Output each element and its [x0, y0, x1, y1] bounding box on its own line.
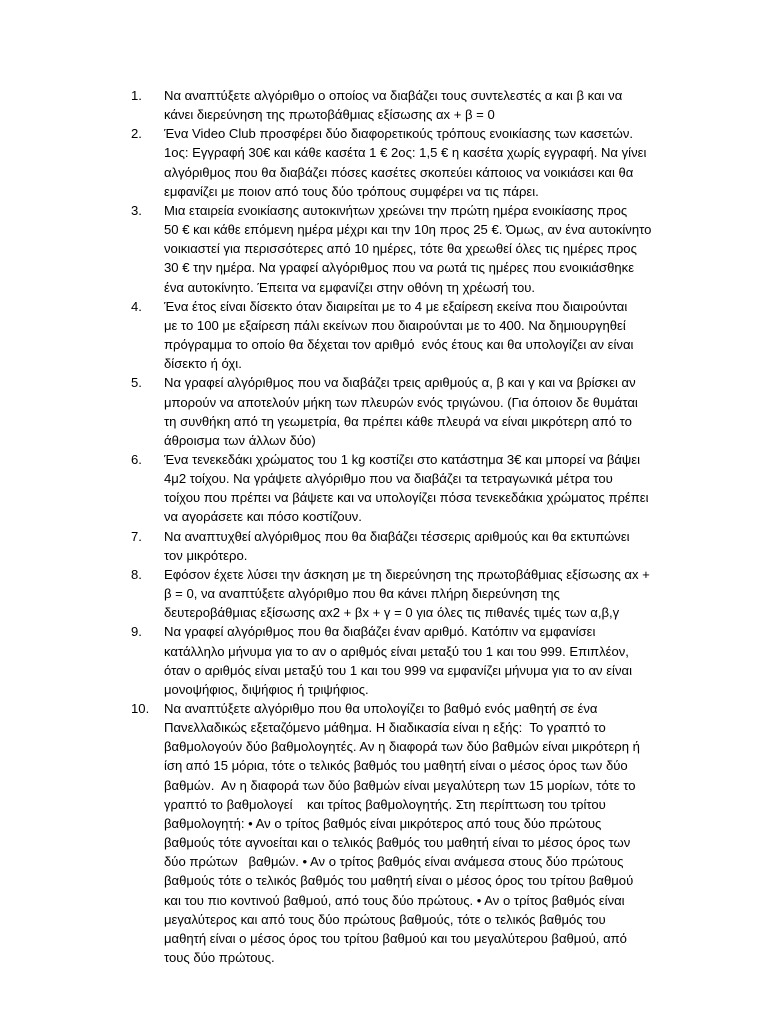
- exercise-item: [131, 527, 659, 565]
- exercise-text: [164, 297, 659, 374]
- exercise-text-line: νοικιαστεί για περισσότερες από 10 ημέρες, τότε θα χρεωθεί όλες τις ημέρες προς: [164, 241, 637, 257]
- exercise-text-line: γραπτό το βαθμολογεί και τρίτος βαθμολογητής. Στη περίπτωση του τρίτου: [164, 796, 606, 812]
- exercise-item: [131, 201, 659, 297]
- exercise-text-line: βαθμούς τότε ο τελικός βαθμός του μαθητή είναι ο μέσος όρος του τρίτου βαθμού: [164, 873, 634, 889]
- exercise-number: 1.: [131, 88, 142, 103]
- exercise-text-line: τη συνθήκη από τη γεωμετρία, θα πρέπει κάθε πλευρά να είναι μικρότερη από το: [164, 413, 632, 429]
- exercise-text: [164, 201, 659, 297]
- exercise-text-line: Να αναπτύξετε αλγόριθμο ο οποίος να διαβάζει τους συντελεστές α και β και να: [164, 88, 623, 103]
- exercise-text-line: 4μ2 τοίχου. Να γράψετε αλγόριθμο που να διαβάζει τα τετραγωνικά μέτρα του: [164, 471, 613, 487]
- exercise-text-line: Να αναπτυχθεί αλγόριθμος που θα διαβάζει τέσσερις αριθμούς και θα εκτυπώνει: [164, 528, 630, 544]
- exercise-item: [131, 565, 659, 622]
- exercise-text-line: βαθμών. Αν η διαφορά των δύο βαθμών είναι μεγαλύτερη των 15 μορίων, τότε το: [164, 777, 636, 793]
- exercise-text-line: αλγόριθμος που θα διαβάζει πόσες κασέτες σκοπεύει κάποιος να νοικιάσει και θα: [164, 164, 634, 180]
- exercise-text-line: με το 100 με εξαίρεση πάλι εκείνων που διαιρούνται με το 400. Να δημιουργηθεί: [164, 317, 626, 333]
- exercise-text: [164, 450, 659, 527]
- exercise-text-line: Πανελλαδικώς εξεταζόμενο μάθημα. Η διαδικασία είναι η εξής: Το γραπτό το: [164, 720, 606, 736]
- exercise-text-line: μπορούν να αποτελούν μήκη των πλευρών ενός τριγώνου. (Για όποιον δε θυμάται: [164, 394, 638, 410]
- exercise-text: [164, 565, 659, 622]
- exercise-number: 9.: [131, 624, 142, 640]
- exercise-item: [131, 699, 659, 967]
- exercise-text-line: δευτεροβάθμιας εξίσωσης αx2 + βx + γ = 0 για όλες τις πιθανές τιμές των α,β,γ: [164, 605, 620, 621]
- exercise-text: [164, 124, 659, 201]
- exercise-text-line: βαθμούς τότε αγνοείται και ο τελικός βαθμός του μαθητή είναι το μέσος όρος των: [164, 835, 631, 851]
- exercise-text-line: μαθητή είναι ο μέσος όρος του τρίτου βαθμού και του μεγαλύτερου βαθμού, από: [164, 930, 627, 946]
- exercise-number: 3.: [131, 202, 142, 218]
- exercise-text-line: βαθμολογητή: • Αν ο τρίτος βαθμός είναι μικρότερος από τους δύο πρώτους: [164, 815, 602, 831]
- exercise-text: [164, 86, 659, 124]
- exercise-text: [164, 699, 659, 967]
- exercise-list: [131, 86, 659, 967]
- exercise-text-line: Να αναπτύξετε αλγόριθμο που θα υπολογίζει το βαθμό ενός μαθητή σε ένα: [164, 701, 598, 716]
- exercise-number: 7.: [131, 528, 142, 544]
- exercise-item: [131, 297, 659, 374]
- exercise-text: [164, 622, 659, 699]
- exercise-item: [131, 622, 659, 699]
- exercise-text-line: β = 0, να αναπτύξετε αλγόριθμο που θα κάνει πλήρη διερεύνηση της: [164, 586, 560, 602]
- exercise-text-line: Να γραφεί αλγόριθμος που να διαβάζει τρεις αριθμούς α, β και γ και να βρίσκει αν: [164, 375, 636, 391]
- exercise-text-line: τοίχου που πρέπει να βάψετε και να υπολογίζει πόσα τενεκεδάκια χρώματος πρέπει: [164, 490, 649, 506]
- exercise-text-line: εμφανίζει με ποιον από τους δύο τρόπους συμφέρει να τις πάρει.: [164, 183, 539, 199]
- exercise-text-line: να αγοράσετε και πόσο κοστίζουν.: [164, 509, 362, 525]
- exercise-text-line: κάνει διερεύνηση της πρωτοβάθμιας εξίσωσης αx + β = 0: [164, 107, 495, 123]
- exercise-text-line: μονοψήφιος, διψήφιος ή τριψήφιος.: [164, 681, 369, 697]
- exercise-text-line: Μια εταιρεία ενοικίασης αυτοκινήτων χρεώνει την πρώτη ημέρα ενοικίασης προς: [164, 202, 628, 218]
- exercise-number: 5.: [131, 375, 142, 391]
- exercise-text-line: δύο πρώτων βαθμών. • Αν ο τρίτος βαθμός είναι ανάμεσα στους δύο πρώτους: [164, 854, 624, 870]
- exercise-text-line: Εφόσον έχετε λύσει την άσκηση με τη διερεύνηση της πρωτοβάθμιας εξίσωσης αx +: [164, 566, 650, 582]
- exercise-text-line: Ένα τενεκεδάκι χρώματος του 1 kg κοστίζει στο κατάστημα 3€ και μπορεί να βάψει: [164, 451, 641, 467]
- exercise-text-line: δίσεκτο ή όχι.: [164, 356, 242, 372]
- exercise-text-line: άθροισμα των άλλων δύο): [164, 432, 316, 448]
- exercise-text-line: ίση από 15 μόρια, τότε ο τελικός βαθμός του μαθητή είναι ο μέσος όρος των δύο: [164, 758, 628, 774]
- exercise-text-line: βαθμολογούν δύο βαθμολογητές. Αν η διαφορά των δύο βαθμών είναι μικρότερη ή: [164, 739, 640, 755]
- exercise-text-line: 1ος: Εγγραφή 30€ και κάθε κασέτα 1 € 2ος: 1,5 € η κασέτα χωρίς εγγραφή. Να γίνει: [164, 145, 647, 161]
- exercise-text-line: Ένα Video Club προσφέρει δύο διαφορετικούς τρόπους ενοικίασης των κασετών.: [164, 126, 634, 142]
- exercise-text-line: ένα αυτοκίνητο. Έπειτα να εμφανίζει στην οθόνη τη χρέωσή του.: [164, 279, 536, 295]
- exercise-text-line: Ένα έτος είναι δίσεκτο όταν διαιρείται με το 4 με εξαίρεση εκείνα που διαιρούνται: [164, 298, 628, 314]
- exercise-text: [164, 373, 659, 450]
- exercise-item: [131, 124, 659, 201]
- exercise-text: [164, 527, 659, 565]
- exercise-number: 2.: [131, 126, 142, 142]
- exercise-item: [131, 373, 659, 450]
- exercise-number: 6.: [131, 451, 142, 467]
- exercise-text-line: όταν ο αριθμός είναι μεταξύ του 1 και του 999 να εμφανίζει μήνυμα για το αν είναι: [164, 662, 632, 678]
- exercise-number: 4.: [131, 298, 142, 314]
- exercise-text-line: και του πιο κοντινού βαθμού, από τους δύο πρώτους. • Αν ο τρίτος βαθμός είναι: [164, 892, 625, 908]
- exercise-item: [131, 86, 659, 124]
- exercise-text-line: 50 € και κάθε επόμενη ημέρα μέχρι και την 10η προς 25 €. Όμως, αν ένα αυτοκίνητο: [164, 222, 652, 238]
- exercise-text-line: τους δύο πρώτους.: [164, 950, 275, 966]
- exercise-text-line: τον μικρότερο.: [164, 547, 248, 563]
- exercise-number: 8.: [131, 566, 142, 582]
- exercise-text-line: Να γραφεί αλγόριθμος που θα διαβάζει έναν αριθμό. Κατόπιν να εμφανίσει: [164, 624, 596, 640]
- exercise-text-line: κατάλληλο μήνυμα για το αν ο αριθμός είναι μεταξύ του 1 και του 999. Επιπλέον,: [164, 643, 629, 659]
- exercise-text-line: μεγαλύτερος και από τους δύο πρώτους βαθμούς, τότε ο τελικός βαθμός του: [164, 911, 606, 927]
- exercise-text-line: 30 € την ημέρα. Να γραφεί αλγόριθμος που να ρωτά τις ημέρες που ενοικιάσθηκε: [164, 260, 635, 276]
- exercise-number: 10.: [131, 701, 150, 716]
- exercise-item: [131, 450, 659, 527]
- exercise-text-line: πρόγραμμα το οποίο θα δέχεται τον αριθμό ενός έτους και θα υπολογίζει αν είναι: [164, 337, 634, 353]
